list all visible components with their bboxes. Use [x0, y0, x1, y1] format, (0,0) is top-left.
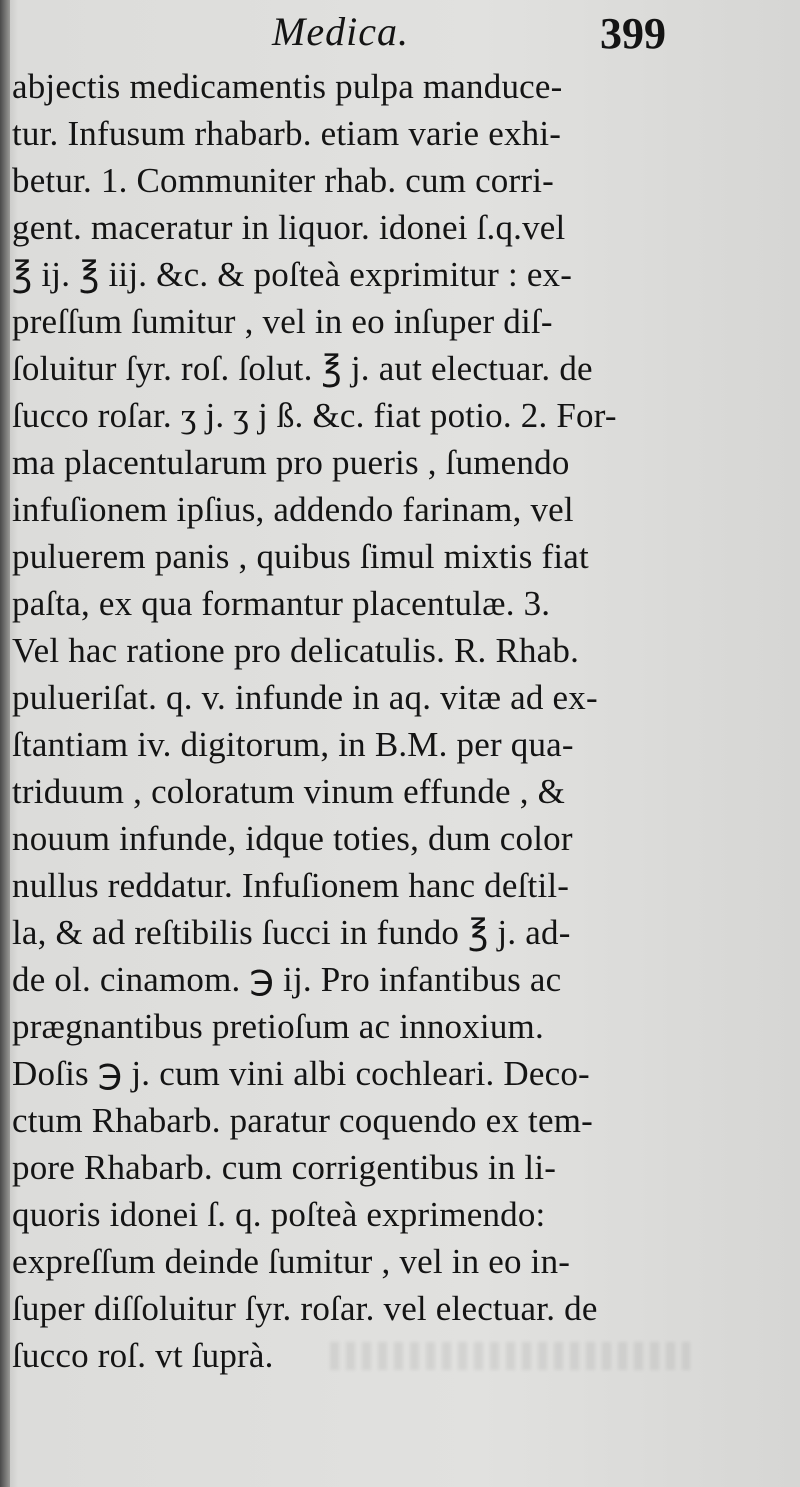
text-line: tur. Infusum rhabarb. etiam varie exhi-: [12, 114, 562, 153]
text-line: infuſionem ipſius, addendo farinam, vel: [12, 490, 574, 529]
text-line: quoris idonei ſ. q. poſteà exprimendo:: [12, 1195, 546, 1234]
running-head-title: Medica.: [272, 9, 409, 54]
text-line: ℥ ij. ℥ iij. &c. & poſteà exprimitur : ex-: [12, 255, 573, 294]
text-line: la, & ad reſtibilis ſucci in fundo ℥ j. ad-: [12, 913, 571, 952]
text-line: Doſis ℈ j. cum vini albi cochleari. Deco-: [12, 1054, 590, 1093]
text-line: pore Rhabarb. cum corrigentibus in li-: [12, 1148, 557, 1187]
page-number: 399: [600, 9, 666, 58]
text-line: pulueriſat. q. v. infunde in aq. vitæ ad ex-: [12, 678, 598, 717]
text-line: gent. maceratur in liquor. idonei ſ.q.vel: [12, 208, 566, 247]
text-line: ma placentularum pro pueris , ſumendo: [12, 443, 570, 482]
text-line: de ol. cinamom. ℈ ij. Pro infantibus ac: [12, 960, 562, 999]
text-line: abjectis medicamentis pulpa manduce-: [12, 67, 563, 106]
text-line: ſtantiam iv. digitorum, in B.M. per qua-: [12, 725, 574, 764]
text-line: expreſſum deinde ſumitur , vel in eo in-: [12, 1242, 571, 1281]
text-line: ſoluitur ſyr. roſ. ſolut. ℥ j. aut electuar. de: [12, 349, 593, 388]
running-head: [0, 6, 800, 58]
text-line: preſſum ſumitur , vel in eo inſuper diſ-: [12, 302, 553, 341]
text-line: prægnantibus pretioſum ac innoxium.: [12, 1007, 544, 1046]
text-line: ſuper diſſoluitur ſyr. roſar. vel electuar. de: [12, 1289, 598, 1328]
text-line: ctum Rhabarb. paratur coquendo ex tem-: [12, 1101, 593, 1140]
text-line: ſucco roſ. vt ſuprà.: [12, 1336, 274, 1375]
page-gutter-shadow: [0, 0, 10, 1487]
text-line: nouum infunde, idque toties, dum color: [12, 819, 573, 858]
text-line: nullus reddatur. Infuſionem hanc deſtil-: [12, 866, 570, 905]
show-through-bleed: [330, 1342, 690, 1370]
text-line: triduum , coloratum vinum effunde , &: [12, 772, 566, 811]
text-line: ſucco roſar. ʒ j. ʒ j ß. &c. fiat potio. 2. For-: [12, 396, 617, 435]
text-line: betur. 1. Communiter rhab. cum corri-: [12, 161, 554, 200]
text-line: paſta, ex qua formantur placentulæ. 3.: [12, 584, 551, 623]
text-line: Vel hac ratione pro delicatulis. R. Rhab.: [12, 631, 580, 670]
text-line: puluerem panis , quibus ſimul mixtis fiat: [12, 537, 589, 576]
